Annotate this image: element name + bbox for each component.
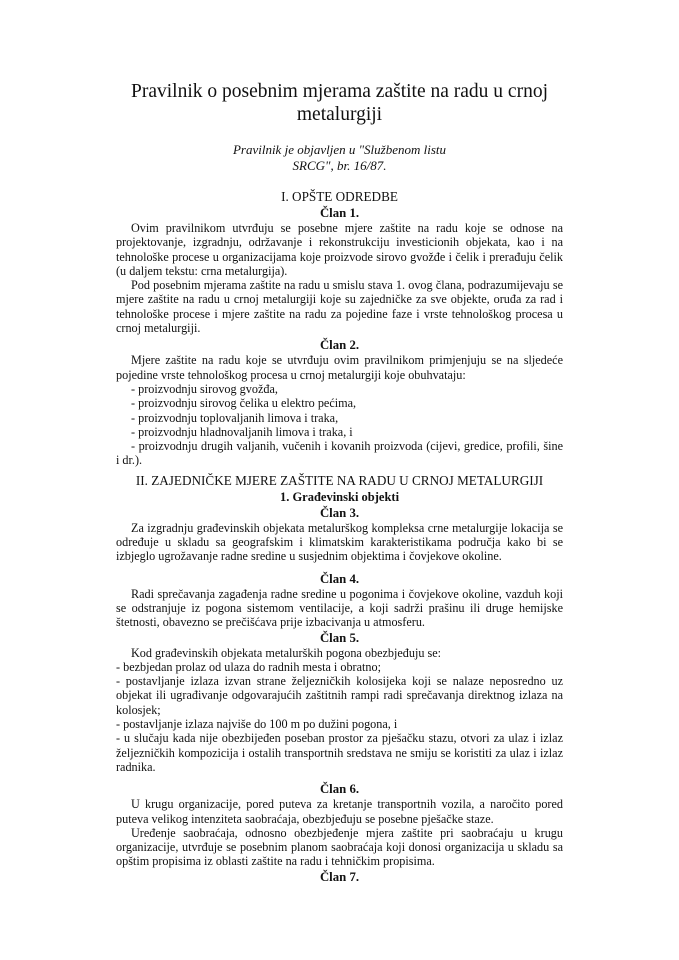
list-item: - proizvodnju hladnovaljanih limova i traka, i [131,424,353,439]
list-item: - proizvodnju drugih valjanih, vučenih i kovanih proizvoda (cijevi, gredice, profili, šine i dr.). [116,439,563,468]
list-item: - u slučaju kada nije obezbijeđen poseban prostor za pješačku stazu, otvori za ulaz i izlaz željezničkih kompozicija i ostalih transportnih sredstava ne smiju se koristiti za ulaz i izlaz radnika. [116,731,563,774]
article-heading-3: Član 3. [319,505,360,520]
article-6-paragraph-1: U krugu organizacije, pored puteva za kretanje transportnih vozila, a naročito pored puteva velikog intenziteta saobraćaja, obezbjeđuju se posebne pješačke staze. [116,797,563,826]
list-item: - proizvodnju toplovaljanih limova i traka, [131,410,339,425]
article-5-paragraph-1: Kod građevinskih objekata metalurških pogona obezbjeđuju se: [131,645,442,660]
list-item: - proizvodnju sirovog gvožđa, [131,381,278,396]
article-3-paragraph-1: Za izgradnju građevinskih objekata metalurškog kompleksa crne metalurgije lokacija se određuje u skladu sa geografskim i klimatskim karakteristikama područja kako bi se izbjeglo ugrožavanje radne sredine u susjednim objektima i čovjekove okoline. [116,520,563,564]
article-heading-5: Član 5. [319,630,360,645]
section-heading-1: I. OPŠTE ODREDBE [281,189,398,204]
article-heading-1: Član 1. [319,206,360,220]
article-2-paragraph-1: Mjere zaštite na radu koje se utvrđuju ovim pravilnikom primjenjuju se na sljedeće pojedine vrste tehnološkog procesa u crnoj metalurgiji koje obuhvataju: [116,353,563,382]
subsection-heading-1: 1. Građevinski objekti [279,489,400,504]
article-1-paragraph-2: Pod posebnim mjerama zaštite na radu u smislu stava 1. ovog člana, podrazumijevaju se mjere zaštite na radu u crnoj metalurgiji koje su zajedničke za sve objekte, oruđa za rad i tehnološke procese i mjere zaštite na radu za pojedine faze i vrste tehnološkog procesa u crnoj metalurgiji. [116,278,563,336]
list-item: - bezbjedan prolaz od ulaza do radnih mesta i obratno; [116,659,381,674]
publication-note-line-2: SRCG", br. 16/87. [292,158,387,173]
article-heading-2: Član 2. [319,338,360,353]
article-heading-4: Član 4. [319,571,360,586]
article-1-paragraph-1: Ovim pravilnikom utvrđuju se posebne mjere zaštite na radu koje se odnose na projektovanje, izgradnju, održavanje i rekonstrukciju investicionih objekata, kao i na tehnološke procese u organizacijama koje proizvode sirovo gvožđe i čelik i prerađuju čelik (u daljem tekstu: crna metalurgija). [116,221,563,278]
document-title: Pravilnik o posebnim mjerama zaštite na radu u crnoj metalurgiji [131,81,548,125]
document-page [116,80,563,885]
publication-note-line-1: Pravilnik je objavljen u "Službenom listu [232,142,447,157]
list-item: - proizvodnju sirovog čelika u elektro pećima, [131,396,357,411]
article-heading-7: Član 7. [319,869,360,884]
section-heading-2: II. ZAJEDNIČKE MJERE ZAŠTITE NA RADU U CRNOJ METALURGIJI [135,472,544,488]
article-4-paragraph-1: Radi sprečavanja zagađenja radne sredine u pogonima i čovjekove okoline, vazduh koji se odstranjuje iz pogona sistemom ventilacije, a koji sadrži prašinu ili druge hemijske štetnosti, obavezno se prečišćava prije izbacivanja u atmosferu. [116,586,563,630]
publication-note [116,142,563,174]
article-6-paragraph-2: Uređenje saobraćaja, odnosno obezbjeđenje mjera zaštite pri saobraćaju u krugu organizacije, utvrđuje se posebnim planom saobraćaja koji donosi organizacija u skladu sa opštim propisima iz oblasti zaštite na radu i tehničkim propisima. [116,825,563,869]
list-item: - postavljanje izlaza izvan strane željezničkih kolosijeka koji se nalaze neposredno uz objekat ili ugrađivanje odgovarajućih zaštitnih rampi radi sprečavanja direktnog izlaza na kolosjek; [116,674,563,717]
article-heading-6: Član 6. [319,782,360,797]
list-item: - postavljanje izlaza najviše do 100 m po dužini pogona, i [116,717,398,732]
